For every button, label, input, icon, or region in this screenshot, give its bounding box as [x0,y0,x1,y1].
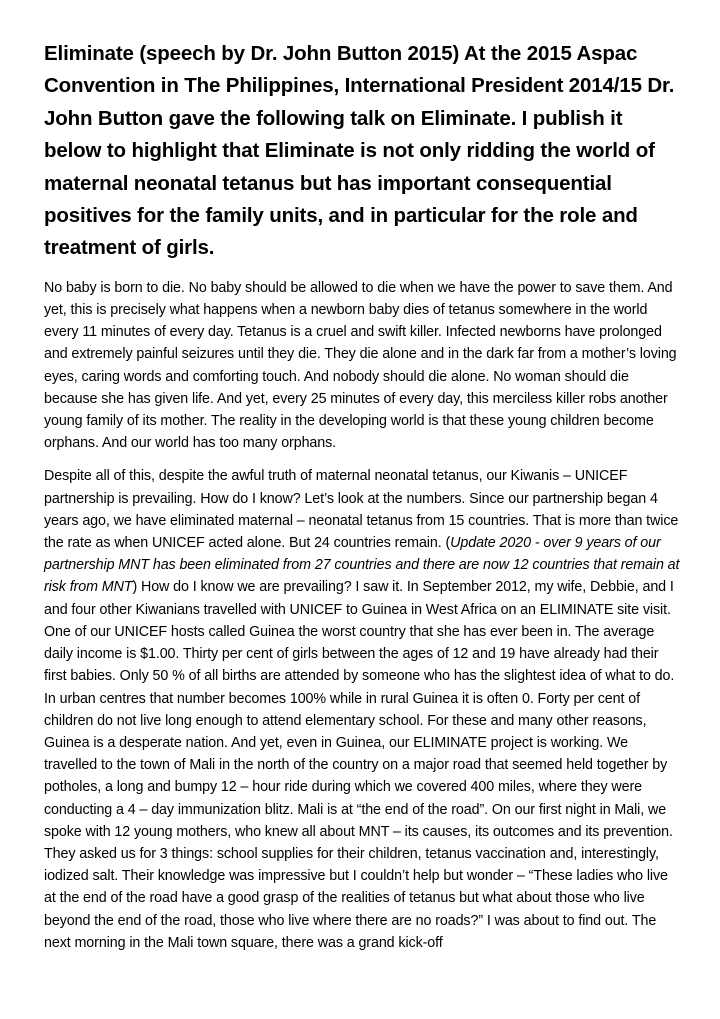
paragraph-2 [44,465,682,953]
paragraph-2-text-before: Despite all of this, despite the awful truth of maternal neonatal tetanus, our Kiwanis – UNICEF partnership is prevailing. How do I know? Let’s look at the numbers. Since our partnership began 4 years ago, we have eliminated maternal – neonatal tetanus from 15 countries. That is more than twice the rate as when UNICEF acted alone. But 24 countries remain. ( [44,468,679,552]
document-page [44,38,682,965]
paragraph-2-text-after: ) How do I know we are prevailing? I saw it. In September 2012, my wife, Debbie, and I and four other Kiwanians travelled with UNICEF to Guinea in West Africa on an ELIMINATE site visit. One of our UNICEF hosts called Guinea the worst country that she has ever been in. The average daily income is $1.00. Thirty per cent of girls between the ages of 12 and 19 have already had their first babies. Only 50 % of all births are attended by someone who has the slightest idea of what to do. In urban centres that number becomes 100% while in rural Guinea it is often 0. Forty per cent of children do not live long enough to attend elementary school. For these and many other reasons, Guinea is a desperate nation. And yet, even in Guinea, our ELIMINATE project is working. We travelled to the town of Mali in the north of the country on a major road that seemed held together by potholes, a long and bumpy 12 – hour ride during which we covered 400 miles, where they were conducting a 4 – day immunization blitz. Mali is at “the end of the road”. On our first night in Mali, we spoke with 12 young mothers, who knew all about MNT – its causes, its outcomes and its prevention. They asked us for 3 things: school supplies for their children, tetanus vaccination and, interestingly, iodized salt. Their knowledge was impressive but I couldn’t help but wonder – “These ladies who live at the end of the road have a good grasp of the realities of tetanus but what about those who live beyond the end of the road, those who live where there are no roads?” I was about to find out. The next morning in the Mali town square, there was a grand kick-off [44,579,675,951]
paragraph-1: No baby is born to die. No baby should be allowed to die when we have the power to save them. And yet, this is precisely what happens when a newborn baby dies of tetanus somewhere in the world every 11 minutes of every day. Tetanus is a cruel and swift killer. Infected newborns have prolonged and extremely painful seizures until they die. They die alone and in the dark far from a mother’s loving eyes, caring words and comforting touch. And nobody should die alone. No woman should die because she has given life. And yet, every 25 minutes of every day, this merciless killer robs another young family of its mother. The reality in the developing world is that these young children become orphans. And our world has too many orphans. [44,279,677,452]
document-title: Eliminate (speech by Dr. John Button 2015) At the 2015 Aspac Convention in The Philippines, International President 2014/15 Dr. John Button gave the following talk on Eliminate. I publish it below to highlight that Eliminate is not only ridding the world of maternal neonatal tetanus but has important consequential positives for the family units, and in particular for the role and treatment of girls. [44,42,675,260]
paragraph-2-update-note: Update 2020 - over 9 years of our partnership MNT has been eliminated from 27 countries and there are now 12 countries that remain at risk from MNT [44,535,680,596]
